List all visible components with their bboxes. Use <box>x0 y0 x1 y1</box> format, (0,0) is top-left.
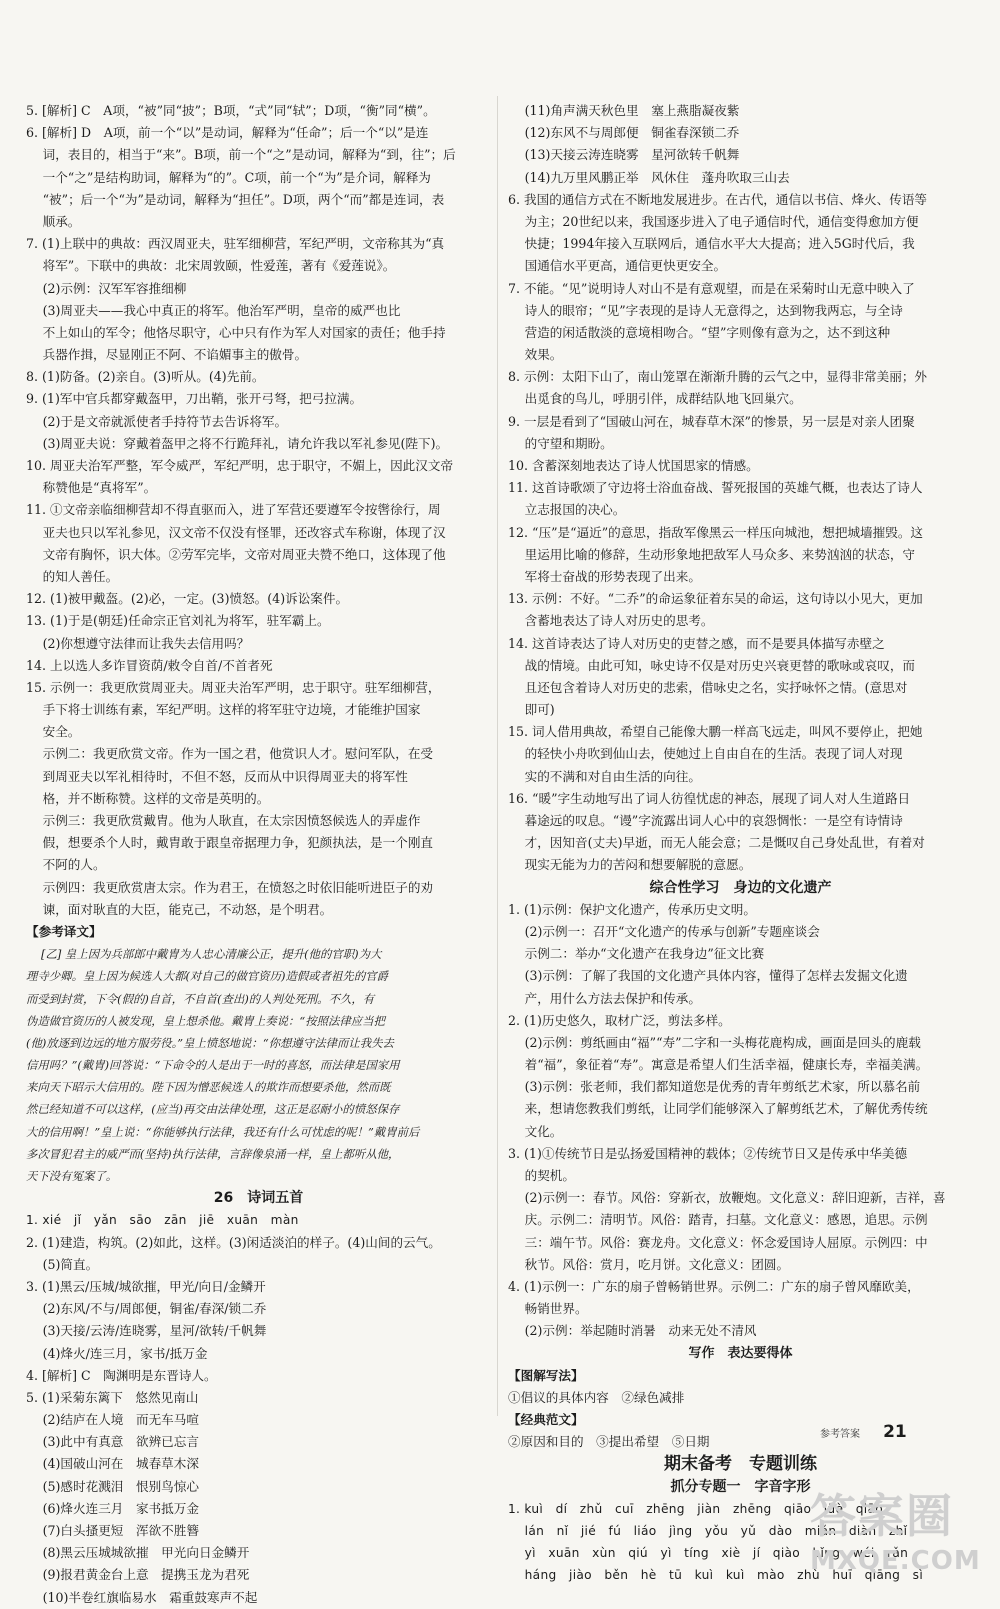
answer-line: 且还包含着诗人对历史的悲索，借咏史之名，实抒咏怀之情。(意思对 <box>508 679 908 695</box>
answer-line: 格，并不断称赞。这样的文帝是英明的。 <box>26 790 270 806</box>
answer-line: (2)示例一：召开“文化遗产的传承与创新”专题座谈会 <box>508 923 820 939</box>
answer-line: 示例三：我更欣赏戴胄。他为人耿直，在太宗因愤怒候选人的弄虚作 <box>26 813 421 828</box>
section-tag: 【参考译文】 <box>26 923 102 939</box>
answer-line: (3)示例：张老师，我们都知道您是优秀的青年剪纸艺术家，所以慕名前 <box>508 1079 921 1095</box>
answer-line: háng jiào běn hè tū kuì kuì mào zhù huī qiāng sì <box>508 1568 924 1583</box>
answer-line: (5)简直。 <box>26 1256 99 1272</box>
answer-line: 为主；20世纪以来，我国逐步进入了电子通信时代，通信变得愈加方便 <box>508 213 919 229</box>
section-heading: 写作 表达要得体 <box>688 1345 793 1361</box>
answer-line: 11. ①文帝亲临细柳营却不得直驱而入，进了军营还要遵军令按辔徐行，周 <box>26 502 441 518</box>
answer-line: 5. (1)采菊东篱下 悠然见南山 <box>26 1389 199 1405</box>
answer-line: (3)天接/云涛/连晓雾，星河/欲转/千帆舞 <box>26 1323 267 1339</box>
answer-line: 着“福”，象征着“寿”。寓意是希望人们生活幸福，健康长寿，幸福美满。 <box>508 1057 929 1073</box>
answer-line: 畅销世界。 <box>508 1301 588 1317</box>
answer-line: 来向天下昭示大信用的。陛下因为憎恶候选人的欺诈而想要杀他，然而既 <box>26 1080 391 1095</box>
column-divider <box>497 96 498 1416</box>
answer-line: yì xuān xùn qiú yì tíng xiè jí qiào bǐng wéi rǎn <box>508 1546 909 1561</box>
answer-line: 15. 词人借用典故，希望自己能像大鹏一样高飞远走，叫风不要停止，把她 <box>508 724 923 740</box>
answer-line: 理寺少卿。皇上因为候选人大都(对自己的做官资历)造假或者祖先的官爵 <box>26 969 388 984</box>
answer-line: (2)示例：举起随时消暑 动来无处不清风 <box>508 1323 757 1339</box>
answer-line: 立志报国的决心。 <box>508 502 626 518</box>
answer-line: 4. (1)示例一：广东的扇子曾畅销世界。示例二：广东的扇子曾风靡欧美， <box>508 1278 920 1294</box>
answer-line: 亚夫也只以军礼参见，汉文帝不仅没有怪罪，还改容式车称谢，体现了汉 <box>26 524 446 540</box>
answer-line: 庆。示例二：清明节。风俗：踏青，扫墓。文化意义：感恩，追思。示例 <box>508 1212 928 1228</box>
answer-line: 15. 示例一：我更欣赏周亚夫。周亚夫治军严明，忠于职守。驻军细柳营， <box>26 679 441 695</box>
answer-line: 军将士奋战的形势表现了出来。 <box>508 568 701 584</box>
answer-line: 1. (1)示例：保护文化遗产，传承历史文明。 <box>508 901 756 917</box>
answer-line: (3)周亚夫说：穿戴着盔甲之将不行跪拜礼，请允许我以军礼参见(陛下)。 <box>26 435 449 451</box>
section-heading: 抓分专题一 字音字形 <box>670 1478 811 1495</box>
answer-line: 里运用比喻的修辞，生动形象地把敌军人马众多、来势汹汹的状态，守 <box>508 546 916 562</box>
answer-line: 含蓄地表达了诗人对历史的思考。 <box>508 613 714 629</box>
answer-line: 一个“之”是结构助词，解释为“的”。C项，前一个“为”是介词，解释为 <box>26 169 431 185</box>
answer-line: 3. (1)①传统节日是弘扬爱国精神的载体；②传统节日又是传承中华美德 <box>508 1145 908 1161</box>
answer-line: 文化。 <box>508 1123 563 1139</box>
section-heading: 期末备考 专题训练 <box>664 1454 817 1475</box>
answer-line: 文帝有胸怀，识大体。②劳军完毕，文帝对周亚夫赞不绝口，这体现了他 <box>26 546 446 562</box>
answer-line: 13. 示例：不好。“二乔”的命运象征着东吴的命运，这句诗以小见大，更加 <box>508 591 923 607</box>
answer-line: 将军”。下联中的典故：北宋周敦颐，性爱莲，著有《爱莲说》。 <box>26 258 396 274</box>
answer-line: 1. kuì dí zhǔ cuī zhēng jiàn zhēng qiāo lüè qiāo <box>508 1501 883 1516</box>
section-heading: 综合性学习 身边的文化遗产 <box>649 879 832 896</box>
watermark-logo <box>810 1480 985 1590</box>
answer-line: 14. 上以选人多诈冒资荫/敕令自首/不首者死 <box>26 657 273 673</box>
section-tag: 【图解写法】 <box>508 1367 584 1383</box>
answer-line: (4)国破山河在 城春草木深 <box>26 1456 199 1472</box>
answer-line: 示例四：我更欣赏唐太宗。作为君王，在愤怒之时依旧能听进臣子的劝 <box>26 879 434 895</box>
answer-line: 出觅食的鸟儿，呼朋引伴，成群结队地飞回巢穴。 <box>508 391 802 407</box>
answer-line: 来，想请您教我们剪纸，让同学们能够深入了解剪纸艺术，了解优秀传统 <box>508 1101 928 1117</box>
answer-line: 暮途远的叹息。“谩”字流露出词人心中的哀怨惆怅：一是空有诗情诗 <box>508 813 903 828</box>
answer-line: 2. (1)历史悠久，取材广泛，剪法多样。 <box>508 1012 731 1028</box>
answer-line: (2)于是文帝就派使者手持符节去告诉将军。 <box>26 413 288 429</box>
answer-line: 词，表目的，相当于“来”。B项，前一个“之”是动词，解释为“到，往”；后 <box>26 147 456 163</box>
answer-line: (2)示例一：春节。风俗：穿新衣，放鞭炮。文化意义：辞旧迎新，吉祥，喜 <box>508 1190 946 1206</box>
answer-line: (6)烽火连三月 家书抵万金 <box>26 1500 199 1516</box>
answer-line: (3)周亚夫——我心中真正的将军。他治军严明，皇帝的威严也比 <box>26 302 401 318</box>
page-number: 21 <box>883 1422 907 1442</box>
answer-line: 三：端午节。风俗：赛龙舟。文化意义：怀念爱国诗人屈原。示例四：中 <box>508 1234 928 1250</box>
answer-line: 兵器作揖，尽显刚正不阿、不谄媚事主的傲骨。 <box>26 347 308 363</box>
answer-line: 然已经知道不可以这样，(应当)再交由法律处理，这正是忍耐小的愤怒保存 <box>26 1102 400 1117</box>
answer-line: 天下没有冤案了。 <box>26 1169 118 1183</box>
answer-line: 不上如山的军令；他恪尽职守，心中只有作为军人对国家的责任；他手持 <box>26 324 446 340</box>
answer-line: (14)九万里风鹏正举 风休住 蓬舟吹取三山去 <box>508 169 790 185</box>
answer-line: (13)天接云涛连晓雾 星河欲转千帆舞 <box>508 147 740 163</box>
answer-line: 的知人善任。 <box>26 568 119 584</box>
answer-line: 14. 这首诗表达了诗人对历史的吏替之感，而不是要具体描写赤壁之 <box>508 635 885 651</box>
answer-line: [乙] 皇上因为兵部郎中戴胄为人忠心清廉公正，提升(他的官职)为大 <box>26 947 382 962</box>
answer-line: (11)角声满天秋色里 塞上燕脂凝夜紫 <box>508 103 740 118</box>
answer-line: 8. 示例：太阳下山了，南山笼罩在渐渐升腾的云气之中，显得非常美丽；外 <box>508 369 928 385</box>
answer-line: 实的不满和对自由生活的向往。 <box>508 768 701 784</box>
answer-line: ①倡议的具体内容 ②绿色减排 <box>508 1389 685 1405</box>
section-heading: 26 诗词五首 <box>213 1190 304 1207</box>
answer-line: 大的信用啊！”皇上说：“你能够执行法律，我还有什么可忧虑的呢！”戴胄前后 <box>26 1124 420 1139</box>
answer-line: 即可) <box>508 702 555 718</box>
answer-line: 效果。 <box>508 347 563 363</box>
watermark-text: 答案圈 <box>810 1489 954 1543</box>
answer-line: 谏，面对耿直的大臣，能克己，不动怒，是个明君。 <box>26 901 333 917</box>
answer-line: 12. (1)被甲戴盔。(2)必，一定。(3)愤怒。(4)诉讼案件。 <box>26 591 349 607</box>
answer-line: (3)此中有真意 欲辨已忘言 <box>26 1434 199 1450</box>
answer-line: (2)你想遵守法律而让我失去信用吗？ <box>26 635 250 651</box>
answer-line: 顺承。 <box>26 213 81 229</box>
answer-line: (2)示例：剪纸画由“福”“寿”二字和一头梅花鹿构成，画面是回头的鹿载 <box>508 1034 921 1050</box>
answer-line: 伪造做官资历的人被发现，皇上想杀他。戴胄上奏说：“按照法律应当把 <box>26 1013 385 1028</box>
answer-line: (4)烽火/连三月，家书/抵万金 <box>26 1345 208 1361</box>
answer-line: 而受到封赏，下令(假的)自首，不自首(查出)的人判处死刑。不久，有 <box>26 991 375 1006</box>
answer-line: 示例二：我更欣赏文帝。作为一国之君，他赏识人才。慰问军队，在受 <box>26 746 434 762</box>
section-tag: 【经典范文】 <box>508 1412 584 1428</box>
answer-line: (3)示例：了解了我国的文化遗产具体内容，懂得了怎样去发掘文化遗 <box>508 968 908 984</box>
right-column <box>508 100 973 1587</box>
answer-line: 手下将士训练有素，军纪严明。这样的将军驻守边境，才能维护国家 <box>26 702 421 718</box>
answer-line: 的守望和期盼。 <box>508 435 613 451</box>
answer-line: 7. 不能。“见”说明诗人对山不是有意观望，而是在采菊时山无意中映入了 <box>508 280 915 296</box>
answer-line: 的轻快小舟吹到仙山去，使她过上自由自在的生活。表现了词人对现 <box>508 746 903 762</box>
answer-line: 6. [解析] D A项，前一个“以”是动词，解释为“任命”；后一个“以”是连 <box>26 125 429 141</box>
footer-label: 参考答案 <box>820 1429 860 1440</box>
answer-line: 3. (1)黑云/压城/城欲摧，甲光/向日/金鳞开 <box>26 1278 266 1294</box>
answer-line: 秋节。风俗：赏月，吃月饼。文化意义：团圆。 <box>508 1256 790 1272</box>
answer-line: (2)示例：汉军军容推细柳 <box>26 280 187 296</box>
answer-line: (5)感时花溅泪 恨别鸟惊心 <box>26 1478 199 1494</box>
answer-line: 8. (1)防备。(2)亲自。(3)听从。(4)先前。 <box>26 369 265 385</box>
answer-line: 的契机。 <box>508 1168 575 1183</box>
answer-line: 7. (1)上联中的典故：西汉周亚夫，驻军细柳营，军纪严明，文帝称其为“真 <box>26 236 445 252</box>
answer-line: ②原因和目的 ③提出希望 ⑤日期 <box>508 1434 710 1450</box>
answer-line: 12. “压”是“逼近”的意思，指敌军像黑云一样压向城池，想把城墙摧毁。这 <box>508 524 924 540</box>
answer-line: (7)白头搔更短 浑欲不胜簪 <box>26 1523 199 1538</box>
answer-line: (12)东风不与周郎便 铜雀春深锁二乔 <box>508 125 740 141</box>
answer-line: 国通信水平更高，通信更快更安全。 <box>508 258 727 274</box>
answer-line: 11. 这首诗歌颂了守边将士浴血奋战、誓死报国的英雄气概，也表达了诗人 <box>508 480 923 496</box>
answer-line: (他)放逐到边远的地方服劳役。”皇上愤怒地说：“你想遵守法律而让我失去 <box>26 1035 394 1050</box>
page-footer <box>820 1422 907 1442</box>
answer-line: 快捷；1994年接入互联网后，通信水平大大提高；进入5G时代后，我 <box>508 236 915 252</box>
answer-line: 营造的闲适散淡的意境相吻合。“望”字则像有意为之，达不到这种 <box>508 324 891 340</box>
answer-line: 信用吗？”(戴胄)回答说：“下命令的人是出于一时的喜怒，而法律是国家用 <box>26 1058 400 1073</box>
answer-line: 2. (1)建造，构筑。(2)如此，这样。(3)闲适淡泊的样子。(4)山间的云气。 <box>26 1234 441 1250</box>
answer-line: 10. 含蓄深刻地表达了诗人忧国思家的情感。 <box>508 458 759 473</box>
answer-line: 不阿的人。 <box>26 857 106 873</box>
answer-line: (10)半卷红旗临易水 霜重鼓寒声不起 <box>26 1589 258 1605</box>
answer-line: 到周亚夫以军礼相待时，不但不怒，反而从中识得周亚夫的将军性 <box>26 768 408 784</box>
answer-line: “被”；后一个“为”是动词，解释为“担任”。D项，两个“而”都是连词，表 <box>26 191 445 207</box>
answer-line: (2)结庐在人境 而无车马喧 <box>26 1412 199 1428</box>
answer-line: 安全。 <box>26 724 81 740</box>
answer-line: 战的情境。由此可知，咏史诗不仅是对历史兴衰更替的歌咏或哀叹，而 <box>508 657 916 673</box>
answer-line: 13. (1)于是(朝廷)任命宗正官刘礼为将军，驻军霸上。 <box>26 613 330 629</box>
answer-line: (9)报君黄金台上意 提携玉龙为君死 <box>26 1567 250 1583</box>
answer-line: 称赞他是“真将军”。 <box>26 480 157 496</box>
answer-line: 16. “暖”字生动地写出了词人彷徨忧虑的神态，展现了词人对人生道路日 <box>508 790 911 806</box>
answer-line: 诗人的眼帘；“见”字表现的是诗人无意得之，达到物我两忘，与全诗 <box>508 302 903 318</box>
answer-line: 才，因知音(丈夫)早逝，而无人能会意；二是慨叹自己身处乱世，有着对 <box>508 835 925 851</box>
answer-line: 9. 一层是看到了“国破山河在，城春草木深”的惨景，另一层是对亲人团聚 <box>508 413 915 429</box>
answer-line: 5. [解析] C A项，“被”同“披”；B项，“式”同“轼”；D项，“衡”同“横”。 <box>26 103 436 118</box>
answer-line: 10. 周亚夫治军严整，军令威严，军纪严明，忠于职守，不媚上，因此汉文帝 <box>26 458 454 473</box>
answer-line: 1. xié jǐ yǎn sāo zān jiē xuān màn <box>26 1213 299 1228</box>
answer-line: 多次冒犯君主的威严而(坚持)执行法律，言辞像泉涌一样，皇上都听从他， <box>26 1146 400 1161</box>
answer-line: 产，用什么方法去保护和传承。 <box>508 990 701 1006</box>
left-column <box>26 100 491 1609</box>
answer-line: 假，想要杀个人时，戴胄敢于跟皇帝据理力争，犯颜执法，是一个刚直 <box>26 835 434 851</box>
answer-line: 4. [解析] C 陶渊明是东晋诗人。 <box>26 1367 217 1383</box>
watermark-url: MXQE.COM <box>810 1546 981 1576</box>
answer-line: 现实无能为力的苦闷和想要解脱的意愿。 <box>508 857 752 873</box>
answer-line: 示例二：举办“文化遗产在我身边”征文比赛 <box>508 946 765 962</box>
answer-line: 6. 我国的通信方式在不断地发展进步。在古代，通信以书信、烽火、传语等 <box>508 191 928 207</box>
answer-line: (8)黑云压城城欲摧 甲光向日金鳞开 <box>26 1545 250 1561</box>
answer-line: 9. (1)军中官兵都穿戴盔甲，刀出鞘，张开弓弩，把弓拉满。 <box>26 391 363 407</box>
answer-line: lán nǐ jié fú liáo jìng yǒu yǔ dào miǎn diàn zhǐ <box>508 1524 908 1538</box>
answer-line: (2)东风/不与/周郎便，铜雀/春深/锁二乔 <box>26 1301 267 1317</box>
